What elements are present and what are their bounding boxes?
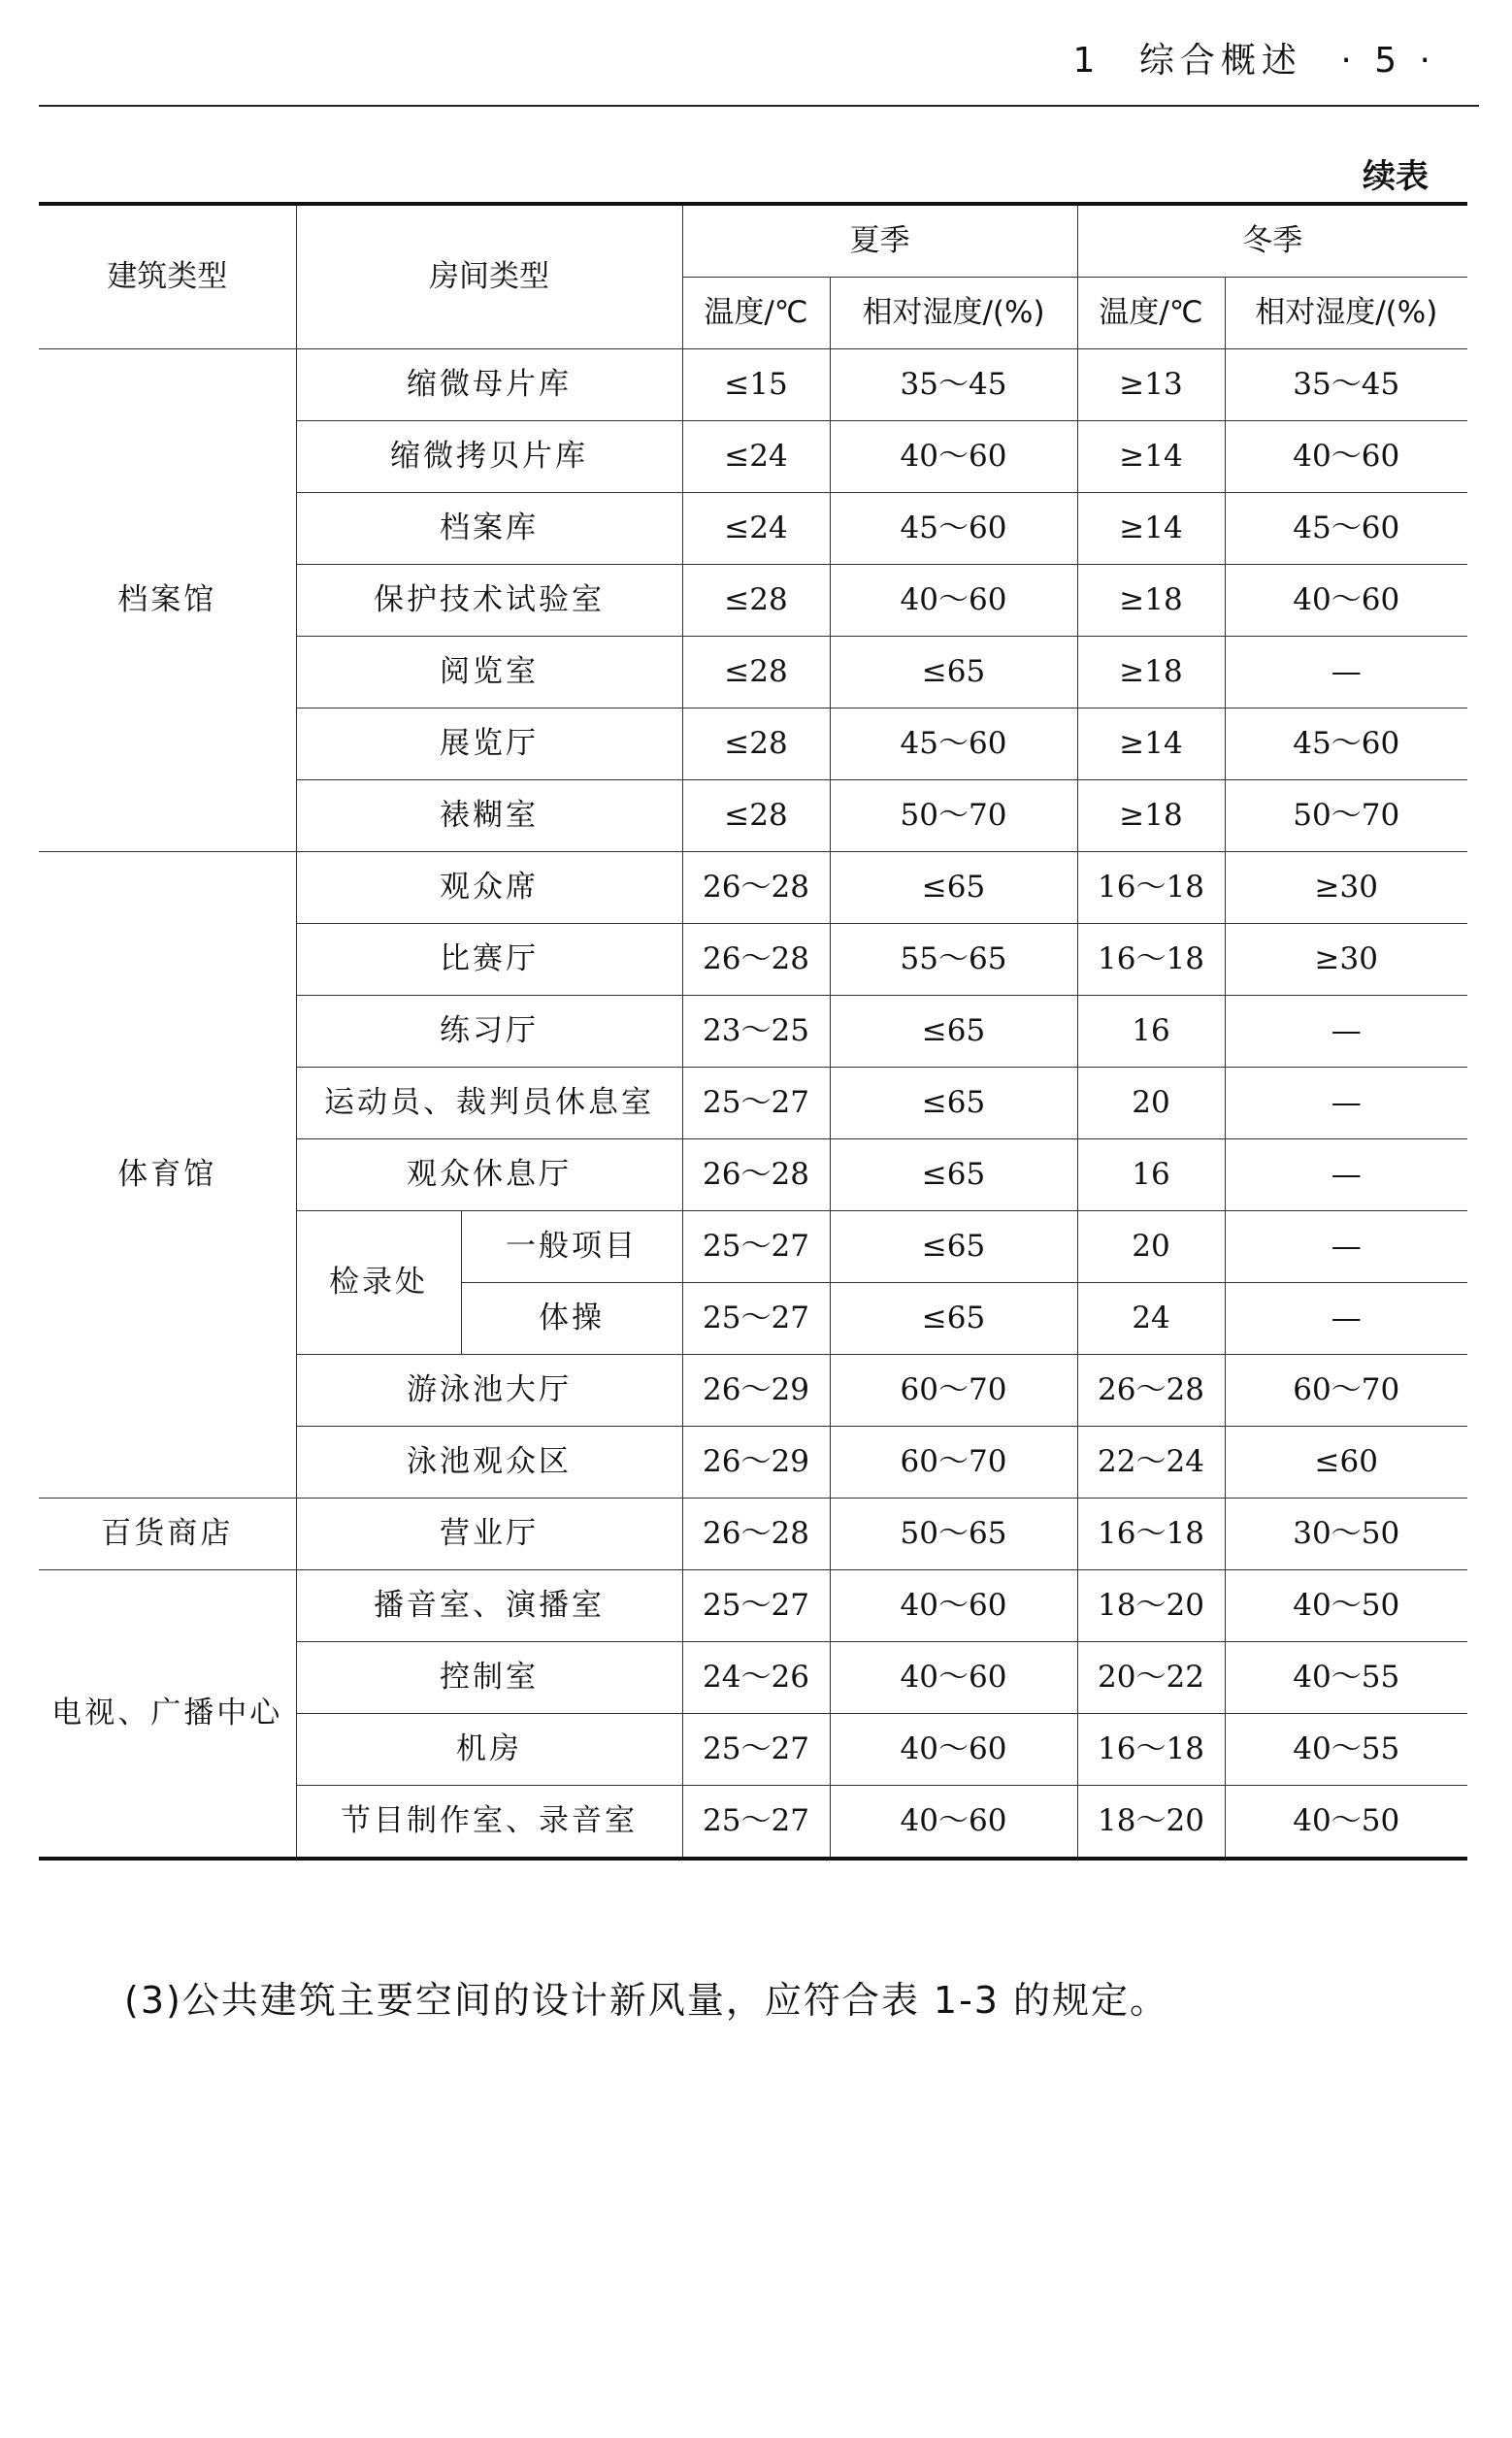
summer-humidity-cell: 40～60 — [830, 565, 1077, 637]
winter-humidity-cell: — — [1225, 1139, 1467, 1211]
summer-humidity-cell: ≤65 — [830, 852, 1077, 924]
winter-temp-cell: ≥13 — [1077, 349, 1225, 421]
winter-humidity-cell: ≥30 — [1225, 852, 1467, 924]
winter-humidity-cell: — — [1225, 1211, 1467, 1283]
summer-humidity-cell: 45～60 — [830, 493, 1077, 565]
summer-temp-cell: 26～28 — [682, 852, 830, 924]
summer-humidity-cell: ≤65 — [830, 637, 1077, 708]
table-body — [39, 349, 1467, 1860]
table-row — [39, 349, 1467, 421]
col-header-room-type: 房间类型 — [296, 204, 682, 349]
chapter-number: 1 — [1072, 41, 1101, 81]
summer-humidity-cell: 40～60 — [830, 1642, 1077, 1714]
summer-humidity-cell: 45～60 — [830, 708, 1077, 780]
room-type-cell: 练习厅 — [296, 996, 682, 1068]
winter-humidity-cell: 40～55 — [1225, 1714, 1467, 1786]
winter-humidity-cell: ≥30 — [1225, 924, 1467, 996]
summer-temp-cell: ≤24 — [682, 493, 830, 565]
page-header — [39, 0, 1479, 107]
room-type-cell: 营业厅 — [296, 1499, 682, 1570]
summer-humidity-cell: ≤65 — [830, 1139, 1077, 1211]
winter-temp-cell: 22～24 — [1077, 1427, 1225, 1499]
room-type-cell: 机房 — [296, 1714, 682, 1786]
winter-temp-cell: ≥18 — [1077, 637, 1225, 708]
building-type-cell: 体育馆 — [39, 852, 296, 1499]
room-type-cell: 播音室、演播室 — [296, 1570, 682, 1642]
winter-humidity-cell: — — [1225, 637, 1467, 708]
room-type-cell: 阅览室 — [296, 637, 682, 708]
summer-humidity-cell: 40～60 — [830, 1570, 1077, 1642]
winter-temp-cell: 20 — [1077, 1211, 1225, 1283]
winter-temp-cell: ≥18 — [1077, 565, 1225, 637]
col-header-winter-temp: 温度/℃ — [1077, 278, 1225, 349]
winter-humidity-cell: — — [1225, 996, 1467, 1068]
summer-temp-cell: 26～28 — [682, 1139, 830, 1211]
summer-temp-cell: 25～27 — [682, 1211, 830, 1283]
room-type-cell: 比赛厅 — [296, 924, 682, 996]
summer-humidity-cell: 40～60 — [830, 421, 1077, 493]
winter-temp-cell: 20 — [1077, 1068, 1225, 1139]
room-type-cell: 控制室 — [296, 1642, 682, 1714]
summer-temp-cell: ≤24 — [682, 421, 830, 493]
summer-humidity-cell: 40～60 — [830, 1714, 1077, 1786]
summer-humidity-cell: 60～70 — [830, 1355, 1077, 1427]
winter-humidity-cell: 45～60 — [1225, 708, 1467, 780]
summer-humidity-cell: 55～65 — [830, 924, 1077, 996]
room-type-cell: 泳池观众区 — [296, 1427, 682, 1499]
room-type-cell: 游泳池大厅 — [296, 1355, 682, 1427]
winter-temp-cell: 16 — [1077, 996, 1225, 1068]
room-type-cell: 检录处 — [296, 1211, 461, 1355]
summer-humidity-cell: ≤65 — [830, 1211, 1077, 1283]
winter-temp-cell: ≥14 — [1077, 708, 1225, 780]
winter-humidity-cell: 40～60 — [1225, 565, 1467, 637]
building-type-cell: 百货商店 — [39, 1499, 296, 1570]
col-header-summer: 夏季 — [682, 204, 1077, 278]
winter-temp-cell: ≥18 — [1077, 780, 1225, 852]
winter-temp-cell: 16 — [1077, 1139, 1225, 1211]
summer-temp-cell: ≤15 — [682, 349, 830, 421]
table-row — [39, 1570, 1467, 1642]
summer-temp-cell: ≤28 — [682, 780, 830, 852]
table-row — [39, 1499, 1467, 1570]
summer-temp-cell: 26～28 — [682, 1499, 830, 1570]
winter-humidity-cell: 40～60 — [1225, 421, 1467, 493]
summer-temp-cell: ≤28 — [682, 565, 830, 637]
summer-temp-cell: 26～28 — [682, 924, 830, 996]
winter-humidity-cell: 30～50 — [1225, 1499, 1467, 1570]
summer-temp-cell: 25～27 — [682, 1283, 830, 1355]
summer-humidity-cell: ≤65 — [830, 996, 1077, 1068]
summer-humidity-cell: 60～70 — [830, 1427, 1077, 1499]
page-number: · 5 · — [1340, 41, 1436, 81]
summer-temp-cell: 24～26 — [682, 1642, 830, 1714]
summer-temp-cell: 26～29 — [682, 1355, 830, 1427]
sub-room-type-cell: 一般项目 — [461, 1211, 682, 1283]
room-type-cell: 观众席 — [296, 852, 682, 924]
building-type-cell: 电视、广播中心 — [39, 1570, 296, 1860]
chapter-title: 综合概述 — [1138, 41, 1302, 81]
summer-temp-cell: 25～27 — [682, 1570, 830, 1642]
winter-temp-cell: 16～18 — [1077, 852, 1225, 924]
col-header-winter-humidity: 相对湿度/(%) — [1225, 278, 1467, 349]
col-header-building-type: 建筑类型 — [39, 204, 296, 349]
winter-humidity-cell: 35～45 — [1225, 349, 1467, 421]
winter-humidity-cell: 40～50 — [1225, 1570, 1467, 1642]
summer-humidity-cell: ≤65 — [830, 1283, 1077, 1355]
winter-humidity-cell: 40～55 — [1225, 1642, 1467, 1714]
room-type-cell: 档案库 — [296, 493, 682, 565]
col-header-winter: 冬季 — [1077, 204, 1467, 278]
design-parameters-table — [39, 202, 1467, 1861]
summer-temp-cell: ≤28 — [682, 637, 830, 708]
summer-humidity-cell: 35～45 — [830, 349, 1077, 421]
winter-temp-cell: 18～20 — [1077, 1570, 1225, 1642]
summer-temp-cell: 23～25 — [682, 996, 830, 1068]
sub-room-type-cell: 体操 — [461, 1283, 682, 1355]
winter-humidity-cell: 60～70 — [1225, 1355, 1467, 1427]
winter-humidity-cell: — — [1225, 1283, 1467, 1355]
table-continued-label: 续表 — [1363, 157, 1429, 196]
winter-humidity-cell: — — [1225, 1068, 1467, 1139]
summer-temp-cell: 26～29 — [682, 1427, 830, 1499]
room-type-cell: 缩微母片库 — [296, 349, 682, 421]
room-type-cell: 展览厅 — [296, 708, 682, 780]
table-row — [39, 852, 1467, 924]
summer-temp-cell: 25～27 — [682, 1786, 830, 1860]
winter-temp-cell: ≥14 — [1077, 421, 1225, 493]
summer-temp-cell: 25～27 — [682, 1714, 830, 1786]
winter-temp-cell: 24 — [1077, 1283, 1225, 1355]
summer-humidity-cell: ≤65 — [830, 1068, 1077, 1139]
room-type-cell: 保护技术试验室 — [296, 565, 682, 637]
summer-humidity-cell: 40～60 — [830, 1786, 1077, 1860]
winter-humidity-cell: 40～50 — [1225, 1786, 1467, 1860]
winter-humidity-cell: 45～60 — [1225, 493, 1467, 565]
winter-temp-cell: ≥14 — [1077, 493, 1225, 565]
col-header-summer-humidity: 相对湿度/(%) — [830, 278, 1077, 349]
summer-temp-cell: ≤28 — [682, 708, 830, 780]
winter-humidity-cell: 50～70 — [1225, 780, 1467, 852]
room-type-cell: 观众休息厅 — [296, 1139, 682, 1211]
room-type-cell: 缩微拷贝片库 — [296, 421, 682, 493]
room-type-cell: 运动员、裁判员休息室 — [296, 1068, 682, 1139]
summer-temp-cell: 25～27 — [682, 1068, 830, 1139]
room-type-cell: 裱糊室 — [296, 780, 682, 852]
winter-temp-cell: 18～20 — [1077, 1786, 1225, 1860]
summer-humidity-cell: 50～65 — [830, 1499, 1077, 1570]
winter-humidity-cell: ≤60 — [1225, 1427, 1467, 1499]
winter-temp-cell: 26～28 — [1077, 1355, 1225, 1427]
winter-temp-cell: 16～18 — [1077, 1714, 1225, 1786]
winter-temp-cell: 16～18 — [1077, 1499, 1225, 1570]
room-type-cell: 节目制作室、录音室 — [296, 1786, 682, 1860]
body-paragraph: (3)公共建筑主要空间的设计新风量，应符合表 1-3 的规定。 — [124, 1979, 1169, 2022]
summer-humidity-cell: 50～70 — [830, 780, 1077, 852]
running-head — [1051, 33, 1436, 82]
winter-temp-cell: 20～22 — [1077, 1642, 1225, 1714]
building-type-cell: 档案馆 — [39, 349, 296, 852]
winter-temp-cell: 16～18 — [1077, 924, 1225, 996]
col-header-summer-temp: 温度/℃ — [682, 278, 830, 349]
